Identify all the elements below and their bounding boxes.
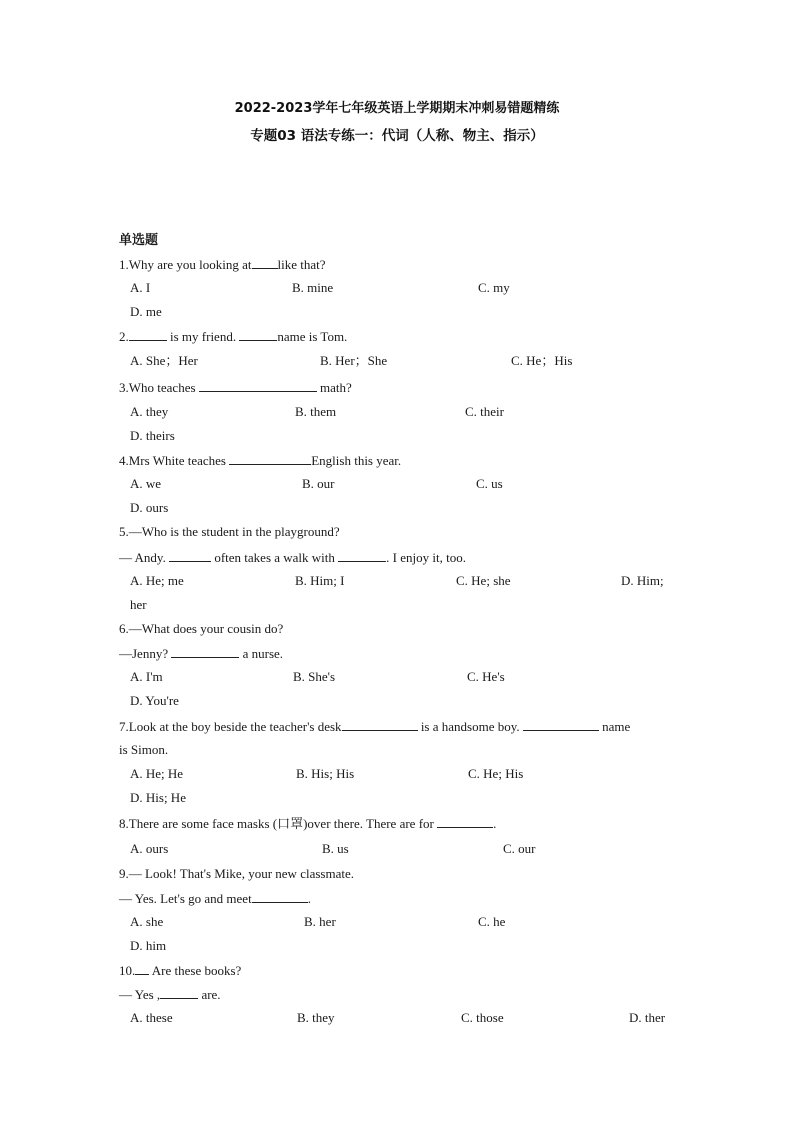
option: A. these xyxy=(130,1010,173,1025)
option: D. Him; xyxy=(621,573,664,588)
option: D. His; He xyxy=(130,790,186,805)
option: B. they xyxy=(297,1010,335,1025)
answer-blank xyxy=(129,328,167,341)
option: D. ours xyxy=(130,500,169,515)
option: B. her xyxy=(304,914,336,929)
option: D. me xyxy=(130,304,162,319)
option: A. she xyxy=(130,914,164,929)
answer-blank xyxy=(523,718,599,731)
option: B. us xyxy=(322,841,349,856)
option: D. ther xyxy=(629,1010,666,1025)
question-9: 9.— Look! That's Mike, your new classmate. xyxy=(119,866,354,881)
answer-blank xyxy=(239,328,277,341)
option: B. His; His xyxy=(296,766,355,781)
option: C. my xyxy=(478,280,510,295)
question-10-answer-line: — Yes , are. xyxy=(119,987,221,1002)
question-10: 10. Are these books? xyxy=(119,963,242,978)
answer-blank xyxy=(169,549,211,562)
option: B. She's xyxy=(293,669,336,684)
answer-blank xyxy=(338,549,386,562)
answer-blank xyxy=(437,815,493,828)
answer-blank xyxy=(171,645,239,658)
answer-blank xyxy=(252,256,278,269)
question-4: 4.Mrs White teaches English this year. xyxy=(119,453,402,468)
option: C. he xyxy=(478,914,506,929)
option: C. He's xyxy=(467,669,505,684)
answer-blank xyxy=(342,718,418,731)
option: B. Him; I xyxy=(295,573,345,588)
option: her xyxy=(130,597,147,612)
option: B. Her；She xyxy=(320,353,388,368)
question-6-answer-line: —Jenny? a nurse. xyxy=(119,646,284,661)
option: A. they xyxy=(130,404,169,419)
answer-blank xyxy=(135,962,149,975)
question-6: 6.—What does your cousin do? xyxy=(119,621,284,636)
question-9-answer-line: — Yes. Let's go and meet . xyxy=(119,891,311,906)
question-3: 3.Who teaches math? xyxy=(119,380,352,395)
option: C. He；His xyxy=(511,353,573,368)
option: C. those xyxy=(461,1010,504,1025)
option: A. He; me xyxy=(130,573,184,588)
question-5-answer-line: — Andy. often takes a walk with . I enjoy it, too. xyxy=(119,550,466,565)
option: A. I xyxy=(130,280,151,295)
option: A. ours xyxy=(130,841,169,856)
option: D. theirs xyxy=(130,428,175,443)
answer-blank xyxy=(252,890,308,903)
option: B. our xyxy=(302,476,335,491)
question-8: 8.There are some face masks (口罩)over there. There are for . xyxy=(119,816,497,831)
option: C. our xyxy=(503,841,536,856)
option: A. She；Her xyxy=(130,353,198,368)
question-2: 2. is my friend. name is Tom. xyxy=(119,329,348,344)
option: C. He; His xyxy=(468,766,524,781)
option: D. him xyxy=(130,938,167,953)
question-5: 5.—Who is the student in the playground? xyxy=(119,524,340,539)
option: A. He; He xyxy=(130,766,184,781)
option: A. we xyxy=(130,476,162,491)
question-1: 1.Why are you looking at like that? xyxy=(119,257,326,272)
option: A. I'm xyxy=(130,669,163,684)
answer-blank xyxy=(229,452,311,465)
option: C. their xyxy=(465,404,504,419)
option: D. You're xyxy=(130,693,179,708)
question-7-continuation: is Simon. xyxy=(119,742,169,757)
document-subtitle: 专题03 语法专练一：代词（人称、物主、指示） xyxy=(250,128,544,144)
section-title: 单选题 xyxy=(119,233,159,248)
answer-blank xyxy=(199,379,317,392)
document-title: 2022-2023学年七年级英语上学期期末冲刺易错题精练 xyxy=(234,101,560,116)
answer-blank xyxy=(160,986,198,999)
option: B. mine xyxy=(292,280,334,295)
option: C. us xyxy=(476,476,503,491)
option: B. them xyxy=(295,404,337,419)
option: C. He; she xyxy=(456,573,511,588)
question-7: 7.Look at the boy beside the teacher's desk is a handsome boy. name xyxy=(119,719,631,734)
